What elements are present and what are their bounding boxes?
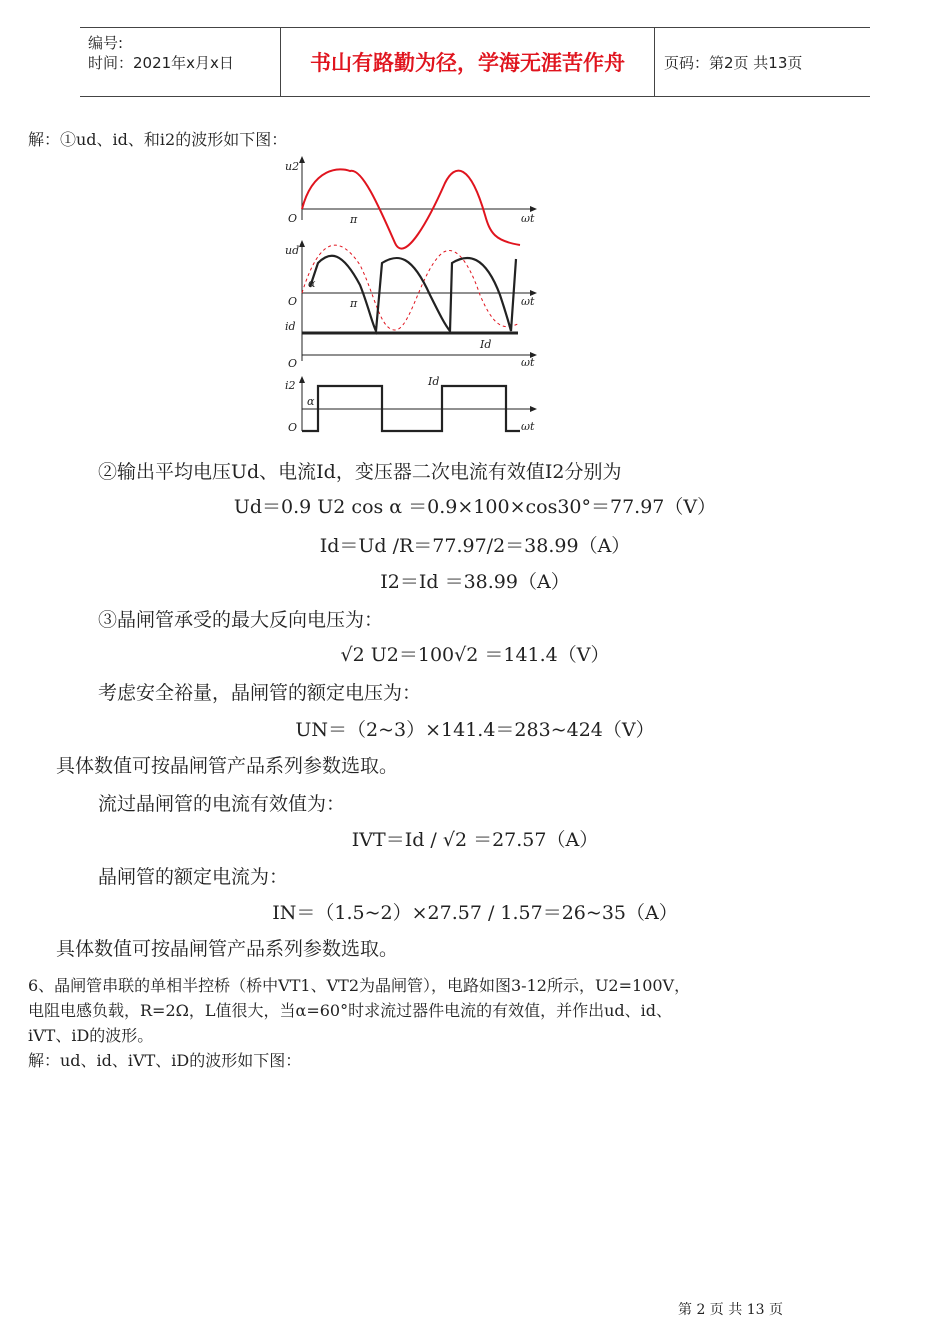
eq-i2: I2＝Id ＝38.99（A）	[380, 571, 570, 593]
page-footer: 第 2 页 共 13 页	[678, 1302, 783, 1318]
select-text-1: 具体数值可按晶闸管产品系列参数选取。	[56, 755, 399, 777]
origin-label-1: O	[288, 212, 298, 225]
ud-label: ud	[285, 244, 300, 257]
origin-label-2: O	[288, 295, 298, 308]
Id-label-4: Id	[428, 375, 440, 388]
alpha-label-4: α	[307, 395, 315, 408]
intro-text: 解：①ud、id、和i2的波形如下图：	[28, 130, 288, 149]
origin-label-4: O	[288, 421, 298, 434]
wt-label-3: ωt	[521, 356, 535, 369]
doc-time-label: 时间：2021年x月x日	[88, 54, 234, 72]
consider-text: 考虑安全裕量，晶闸管的额定电压为：	[98, 682, 422, 704]
q6-line-2: 电阻电感负载，R=2Ω，L值很大，当α=60°时求流过器件电流的有效值，并作出ud、id、	[28, 1001, 673, 1020]
header-motto: 书山有路勤为径，学海无涯苦作舟	[281, 28, 655, 96]
pi-label-2: π	[350, 297, 358, 310]
item3-text: ③晶闸管承受的最大反向电压为：	[98, 609, 384, 631]
waveform-figure	[280, 155, 540, 440]
eq-ud: Ud＝0.9 U2 cos α ＝0.9×100×cos30°＝77.97（V）	[233, 496, 717, 518]
answer6-text: 解：ud、id、iVT、iD的波形如下图：	[28, 1051, 302, 1070]
q6-line-1: 6、晶闸管串联的单相半控桥（桥中VT1、VT2为晶闸管），电路如图3-12所示，U2=100V，	[28, 976, 691, 995]
Id-label-3: Id	[480, 338, 492, 351]
doc-number-label: 编号:	[88, 34, 124, 52]
ud-dashed-curve	[302, 245, 520, 330]
rated-label-text: 晶闸管的额定电流为：	[98, 866, 289, 888]
alpha-label-2: α	[308, 277, 316, 290]
header-page-info: 页码：第2页 共13页	[664, 53, 803, 72]
page-header	[80, 27, 870, 97]
eq-vmax: √2 U2＝100√2 ＝141.4（V）	[340, 644, 610, 666]
select-text-2: 具体数值可按晶闸管产品系列参数选取。	[56, 938, 399, 960]
header-meta	[80, 28, 281, 96]
eq-ivt: IVT＝Id / √2 ＝27.57（A）	[351, 829, 599, 851]
origin-label-3: O	[288, 357, 298, 370]
wt-label-1: ωt	[521, 212, 535, 225]
eq-in: IN＝（1.5~2）×27.57 / 1.57＝26~35（A）	[272, 902, 678, 924]
eq-un: UN＝（2~3）×141.4＝283~424（V）	[295, 719, 655, 741]
q6-line-3: iVT、iD的波形。	[28, 1026, 154, 1045]
u2-label: u2	[285, 160, 300, 173]
i2-label: i2	[285, 379, 296, 392]
rms-label-text: 流过晶闸管的电流有效值为：	[98, 793, 346, 815]
pi-label-1: π	[350, 213, 358, 226]
wt-label-4: ωt	[521, 420, 535, 433]
eq-id: Id＝Ud /R＝77.97/2＝38.99（A）	[319, 535, 631, 557]
item2-text: ②输出平均电压Ud、电流Id，变压器二次电流有效值I2分别为	[98, 461, 622, 483]
id-label: id	[285, 320, 296, 333]
wt-label-2: ωt	[521, 295, 535, 308]
